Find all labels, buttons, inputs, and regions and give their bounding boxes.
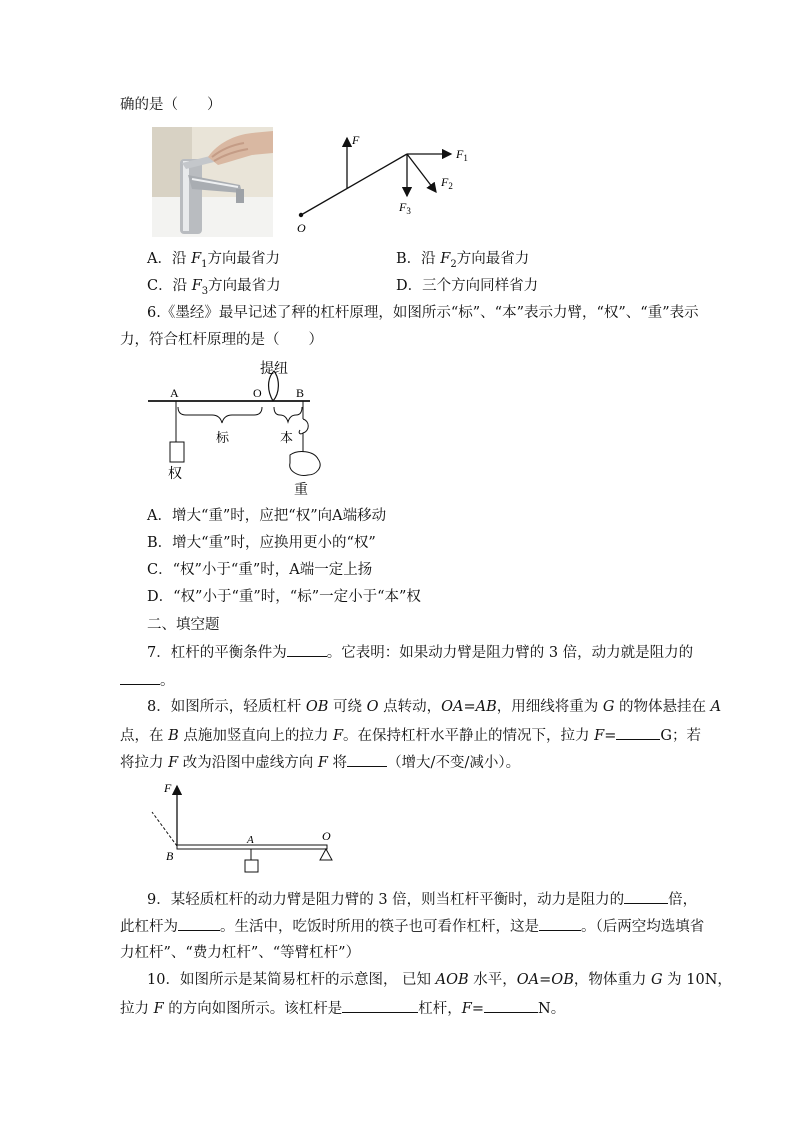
- label-zhong: 重: [294, 483, 308, 498]
- q9-line3: 力杠杆”、“费力杠杆”、“等臂杠杆”）: [120, 945, 361, 961]
- q6-stem-line2: 力，符合杠杆原理的是（ ）: [120, 332, 323, 348]
- section-heading: 二、填空题: [147, 617, 220, 633]
- pivot-o: [299, 213, 303, 217]
- q8-lever-diagram: [150, 780, 340, 872]
- q5-option-d: D．三个方向同样省力: [396, 278, 539, 294]
- svg-text:F: [351, 133, 360, 147]
- label-o: O: [322, 829, 331, 843]
- q5-stem-tail: 确的是（ ）: [120, 97, 222, 113]
- q5-force-diagram: [290, 128, 480, 238]
- q8-blank-1[interactable]: [616, 725, 660, 740]
- q6-option-d: D．“权”小于“重”时，“标”一定小于“本”权: [147, 589, 421, 605]
- q10-blank-1[interactable]: [342, 998, 418, 1013]
- q7-blank-1[interactable]: [287, 642, 327, 657]
- label-f1-sub: 1: [463, 153, 468, 163]
- dashed-force-line: [152, 812, 177, 846]
- q9-blank-2[interactable]: [178, 916, 220, 931]
- q9-blank-1[interactable]: [624, 889, 668, 904]
- q7-line1: 7．杠杆的平衡条件为 。它表明：如果动力臂是阻力臂的 3 倍，动力就是阻力的: [147, 642, 693, 663]
- pivot-triangle: [320, 849, 332, 860]
- q10-blank-2[interactable]: [484, 998, 538, 1013]
- label-ben: 本: [280, 430, 294, 445]
- q7-blank-2[interactable]: [120, 670, 160, 685]
- label-o: O: [253, 386, 262, 400]
- faucet-photo: [152, 127, 273, 237]
- q6-option-b: B．增大“重”时，应换用更小的“权”: [147, 535, 376, 551]
- hanging-weight: [245, 860, 258, 872]
- svg-text:F2: [440, 175, 453, 191]
- q6-steelyard-diagram: [148, 357, 328, 499]
- q9-line1: 9．某轻质杠杆的动力臂是阻力臂的 3 倍，则当杠杆平衡时，动力是阻力的 倍，: [147, 889, 697, 910]
- q8-line2: 点，在 B 点施加竖直向上的拉力 F。在保持杠杆水平静止的情况下，拉力 F= G；若: [120, 725, 701, 746]
- label-b: B: [166, 849, 174, 863]
- q6-option-c: C．“权”小于“重”时，A端一定上扬: [147, 562, 373, 578]
- label-f3-sub: 3: [406, 206, 411, 216]
- q5-option-c: C．沿 $F_3$方向最省力: [147, 278, 281, 297]
- q10-line1: 10．如图所示是某简易杠杆的示意图， 已知 AOB 水平，OA=OB，物体重力 G 为 10N，: [147, 972, 732, 988]
- q8-line3: 将拉力 F 改为沿图中虚线方向 F 将 （增大/不变/减小）。: [120, 752, 520, 773]
- label-a: A: [247, 834, 254, 846]
- label-f2: F: [441, 175, 449, 189]
- label-tizu: 提纽: [260, 362, 288, 377]
- label-b: B: [296, 386, 305, 400]
- q6-stem-line1: 6.《墨经》最早记述了秤的杠杆原理，如图所示“标”、“本”表示力臂，“权”、“重”表示: [147, 305, 699, 321]
- label-f3: F: [399, 200, 407, 214]
- label-f: F: [352, 133, 360, 147]
- label-a: A: [170, 386, 179, 400]
- q9-blank-3[interactable]: [539, 916, 581, 931]
- q8-blank-2[interactable]: [347, 752, 387, 767]
- label-f: F: [164, 781, 172, 795]
- zhong-weight: [290, 452, 320, 476]
- force-f2-arrow: [407, 154, 436, 192]
- svg-text:F1: [455, 147, 468, 163]
- q7-line2: 。: [120, 670, 175, 691]
- quan-weight: [170, 442, 184, 462]
- label-quan: 权: [168, 467, 182, 482]
- lever-rod: [301, 154, 407, 215]
- q5-option-b: B．沿 $F_2$方向最省力: [396, 251, 530, 270]
- label-f2-sub: 2: [448, 181, 453, 191]
- svg-text:F3: [398, 200, 411, 216]
- label-f1: F: [456, 147, 464, 161]
- q10-line2: 拉力 F 的方向如图所示。该杠杆是 杠杆，F= N。: [120, 998, 565, 1019]
- q5-option-a: A．沿 $F_1$方向最省力: [147, 251, 281, 270]
- label-biao: 标: [216, 430, 230, 445]
- label-o: O: [297, 221, 306, 235]
- q8-line1: 8．如图所示，轻质杠杆 OB 可绕 O 点转动，OA=AB，用细线将重为 G 的物体悬挂在 A: [147, 699, 722, 715]
- q9-line2: 此杠杆为 。生活中，吃饭时所用的筷子也可看作杠杆，这是 。（后两空均选填省: [120, 916, 704, 937]
- q6-option-a: A．增大“重”时，应把“权”向A端移动: [147, 508, 387, 524]
